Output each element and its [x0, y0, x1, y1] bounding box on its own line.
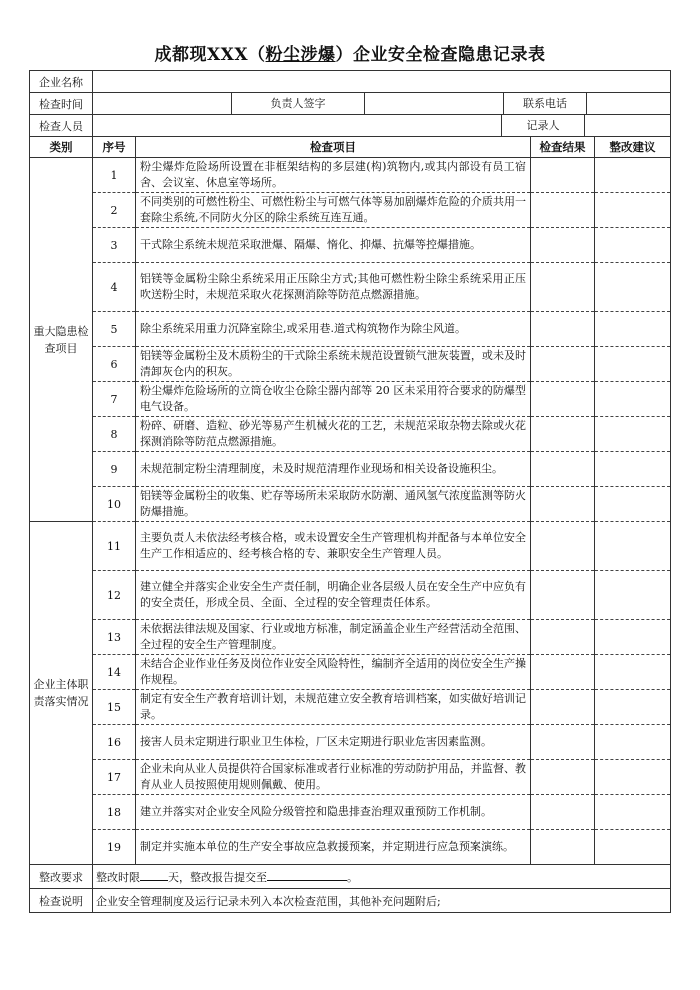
table-row: [30, 487, 671, 522]
result-field[interactable]: [531, 522, 595, 571]
company-name-label: 企业名称: [30, 71, 93, 93]
rectification-requirement: 整改时限 天，整改报告提交至 。: [93, 865, 671, 889]
table-row: [30, 347, 671, 382]
item-text: 制定有安全生产教育培训计划，未规范建立安全教育培训档案，如实做好培训记录。: [136, 690, 531, 725]
result-field[interactable]: [531, 158, 595, 193]
item-number: 16: [93, 725, 136, 760]
table-row: [30, 158, 671, 193]
table-row: [30, 760, 671, 795]
item-number: 19: [93, 830, 136, 865]
contact-phone-field[interactable]: [587, 93, 670, 114]
item-number: 3: [93, 228, 136, 263]
item-text: 粉尘爆炸危险场所设置在非框架结构的多层建(构)筑物内,或其内部设有员工宿舍、会议室、休息室等场所。: [136, 158, 531, 193]
suggestion-field[interactable]: [595, 725, 671, 760]
result-field[interactable]: [531, 417, 595, 452]
category-cell: 企业主体职责落实情况: [30, 522, 93, 865]
suggestion-field[interactable]: [595, 382, 671, 417]
suggestion-field[interactable]: [595, 795, 671, 830]
column-header-suggestion: 整改建议: [595, 137, 671, 158]
recorder-label: 记录人: [502, 115, 585, 136]
item-text: 未规范制定粉尘清理制度，未及时规范清理作业现场和相关设备设施积尘。: [136, 452, 531, 487]
result-field[interactable]: [531, 725, 595, 760]
item-text: 干式除尘系统未规范采取泄爆、隔爆、惰化、抑爆、抗爆等控爆措施。: [136, 228, 531, 263]
rectification-requirement-label: 整改要求: [30, 865, 93, 889]
result-field[interactable]: [531, 760, 595, 795]
item-number: 2: [93, 193, 136, 228]
item-number: 13: [93, 620, 136, 655]
result-field[interactable]: [531, 452, 595, 487]
result-field[interactable]: [531, 655, 595, 690]
result-field[interactable]: [531, 620, 595, 655]
table-row: [30, 830, 671, 865]
suggestion-field[interactable]: [595, 263, 671, 312]
table-row: [30, 522, 671, 571]
item-number: 5: [93, 312, 136, 347]
item-number: 11: [93, 522, 136, 571]
table-row: [30, 795, 671, 830]
result-field[interactable]: [531, 830, 595, 865]
item-text: 未依据法律法规及国家、行业或地方标准，制定涵盖企业生产经营活动全范围、全过程的安全生产管理制度。: [136, 620, 531, 655]
item-number: 8: [93, 417, 136, 452]
item-text: 制定并实施本单位的生产安全事故应急救援预案，并定期进行应急预案演练。: [136, 830, 531, 865]
page-title: 成都现XXX（粉尘涉爆）企业安全检查隐患记录表: [154, 45, 546, 65]
table-row: [30, 193, 671, 228]
item-text: 接害人员未定期进行职业卫生体检，厂区未定期进行职业危害因素监测。: [136, 725, 531, 760]
suggestion-field[interactable]: [595, 760, 671, 795]
suggestion-field[interactable]: [595, 417, 671, 452]
result-field[interactable]: [531, 312, 595, 347]
item-number: 7: [93, 382, 136, 417]
item-text: 建立健全并落实企业安全生产责任制，明确企业各层级人员在安全生产中应负有的安全责任，形成全员、全面、全过程的安全管理责任体系。: [136, 571, 531, 620]
result-field[interactable]: [531, 571, 595, 620]
suggestion-field[interactable]: [595, 193, 671, 228]
table-row: [30, 312, 671, 347]
column-header-result: 检查结果: [531, 137, 595, 158]
suggestion-field[interactable]: [595, 830, 671, 865]
suggestion-field[interactable]: [595, 487, 671, 522]
recorder-field[interactable]: [585, 115, 670, 136]
result-field[interactable]: [531, 347, 595, 382]
category-cell: 重大隐患检查项目: [30, 158, 93, 522]
suggestion-field[interactable]: [595, 655, 671, 690]
table-row: [30, 382, 671, 417]
item-number: 18: [93, 795, 136, 830]
result-field[interactable]: [531, 795, 595, 830]
item-number: 6: [93, 347, 136, 382]
item-text: 除尘系统采用重力沉降室除尘,或采用巷.道式构筑物作为除尘风道。: [136, 312, 531, 347]
item-number: 10: [93, 487, 136, 522]
table-row: [30, 620, 671, 655]
suggestion-field[interactable]: [595, 228, 671, 263]
result-field[interactable]: [531, 228, 595, 263]
item-text: 主要负责人未依法经考核合格，或未设置安全生产管理机构并配备与本单位安全生产工作相适应的、经考核合格的专、兼职安全生产管理人员。: [136, 522, 531, 571]
inspection-note-text: 企业安全管理制度及运行记录未列入本次检查范围，其他补充问题附后;: [93, 889, 671, 913]
inspection-record-table: [29, 70, 671, 913]
table-row: [30, 417, 671, 452]
suggestion-field[interactable]: [595, 347, 671, 382]
suggestion-field[interactable]: [595, 158, 671, 193]
item-number: 1: [93, 158, 136, 193]
inspection-time-label: 检查时间: [30, 93, 93, 115]
inspector-field[interactable]: [93, 115, 502, 136]
item-text: 铝镁等金属粉尘的收集、贮存等场所未采取防水防潮、通风氢气浓度监测等防火防爆措施。: [136, 487, 531, 522]
result-field[interactable]: [531, 263, 595, 312]
item-number: 9: [93, 452, 136, 487]
column-header-number: 序号: [93, 137, 136, 158]
title-underlined-text: 粉尘涉爆: [265, 45, 336, 65]
suggestion-field[interactable]: [595, 571, 671, 620]
responsible-signature-label: 负责人签字: [232, 93, 365, 114]
suggestion-field[interactable]: [595, 522, 671, 571]
item-text: 建立并落实对企业安全风险分级管控和隐患排查治理双重预防工作机制。: [136, 795, 531, 830]
report-recipient-field[interactable]: [267, 868, 347, 881]
item-text: 不同类别的可燃性粉尘、可燃性粉尘与可燃气体等易加剧爆炸危险的介质共用一套除尘系统,不同防火分区的除尘系统互连互通。: [136, 193, 531, 228]
table-row: [30, 655, 671, 690]
suggestion-field[interactable]: [595, 452, 671, 487]
column-header-item: 检查项目: [136, 137, 531, 158]
contact-phone-label: 联系电话: [504, 93, 587, 114]
responsible-signature-field[interactable]: [365, 93, 504, 114]
table-row: [30, 452, 671, 487]
table-row: [30, 263, 671, 312]
result-field[interactable]: [531, 487, 595, 522]
item-text: 粉碎、研磨、造粒、砂光等易产生机械火花的工艺，未规范采取杂物去除或火花探测消除等防范点燃源措施。: [136, 417, 531, 452]
deadline-days-field[interactable]: [140, 868, 168, 881]
item-text: 铝镁等金属粉尘及木质粉尘的干式除尘系统未规范设置锁气泄灰装置，或未及时清卸灰仓内的积灰。: [136, 347, 531, 382]
company-name-field[interactable]: [93, 71, 671, 93]
table-row: [30, 571, 671, 620]
item-number: 15: [93, 690, 136, 725]
item-number: 12: [93, 571, 136, 620]
item-number: 17: [93, 760, 136, 795]
item-text: 铝镁等金属粉尘除尘系统采用正压除尘方式;其他可燃性粉尘除尘系统采用正压吹送粉尘时，未规范采取火花探测消除等防范点燃源措施。: [136, 263, 531, 312]
suggestion-field[interactable]: [595, 312, 671, 347]
column-header-category: 类别: [30, 137, 93, 158]
item-number: 4: [93, 263, 136, 312]
table-row: [30, 690, 671, 725]
suggestion-field[interactable]: [595, 620, 671, 655]
inspector-label: 检查人员: [30, 115, 93, 137]
inspection-time-field[interactable]: [93, 93, 232, 114]
result-field[interactable]: [531, 193, 595, 228]
result-field[interactable]: [531, 690, 595, 725]
inspection-note-label: 检查说明: [30, 889, 93, 913]
table-row: [30, 228, 671, 263]
item-number: 14: [93, 655, 136, 690]
table-row: [30, 725, 671, 760]
item-text: 企业未向从业人员提供符合国家标准或者行业标准的劳动防护用品，并监督、教育从业人员按照使用规则佩戴、使用。: [136, 760, 531, 795]
suggestion-field[interactable]: [595, 690, 671, 725]
item-text: 未结合企业作业任务及岗位作业安全风险特性，编制齐全适用的岗位安全生产操作规程。: [136, 655, 531, 690]
result-field[interactable]: [531, 382, 595, 417]
item-text: 粉尘爆炸危险场所的立筒仓收尘仓除尘器内部等 20 区未采用符合要求的防爆型电气设备。: [136, 382, 531, 417]
